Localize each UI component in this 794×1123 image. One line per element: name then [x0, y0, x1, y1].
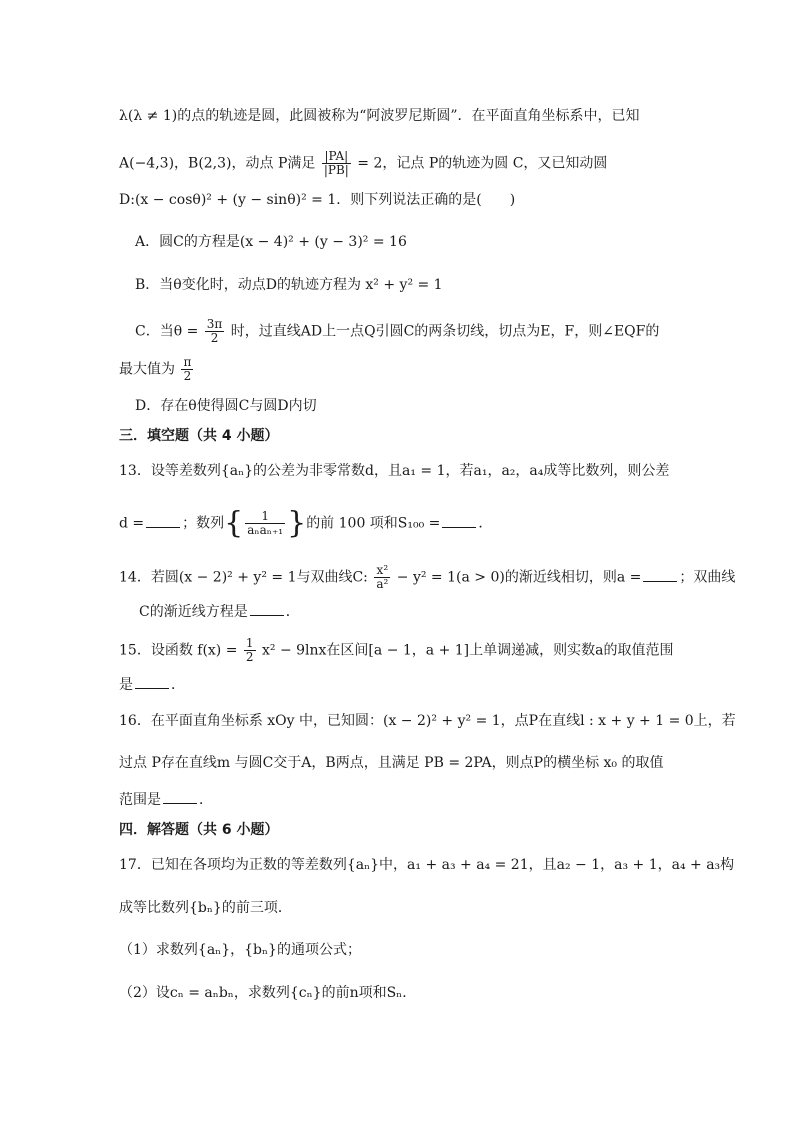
fraction-x2-over-a2	[374, 564, 390, 591]
answer-blank	[442, 515, 476, 528]
fraction-denominator: 2	[245, 650, 254, 664]
text-segment: ．	[478, 515, 493, 532]
problem12-intro-line3: D:(x − cosθ)² + (y − sinθ)² = 1．则下列说法正确的是( )	[119, 192, 516, 208]
question16-line2: 过点 P存在直线m 与圆C交于A，B两点，且满足 PB = 2PA，则点P的横坐标 x₀ 的取值	[119, 755, 664, 771]
option-c-line1	[135, 318, 659, 345]
text-segment: ；双曲线	[679, 569, 736, 586]
answer-blank	[135, 676, 169, 689]
answer-blank	[146, 515, 180, 528]
fraction-numerator: |PA|	[322, 150, 351, 164]
question15-line2	[119, 675, 185, 695]
fraction-denominator: aₙaₙ₊₁	[247, 523, 284, 537]
text-segment: 最大值为	[119, 361, 175, 378]
problem12-intro-line2	[119, 150, 607, 177]
fraction-numerator: π	[183, 355, 192, 369]
text-segment: 15．设函数 f(x) =	[119, 642, 238, 659]
option-d: D．存在θ使得圆C与圆D内切	[135, 398, 317, 414]
section-solution-heading: 四．解答题（共 6 小题）	[119, 822, 279, 838]
question17-line2: 成等比数列{bₙ}的前三项．	[119, 900, 292, 916]
option-b: B．当θ变化时，动点D的轨迹方程为 x² + y² = 1	[135, 277, 443, 293]
question16-line3	[119, 790, 213, 810]
fraction-numerator: 3π	[206, 317, 223, 331]
text-segment: ；数列	[182, 515, 225, 532]
fraction-pi-over-2	[181, 356, 193, 383]
fraction-denominator: 2	[183, 369, 192, 383]
text-segment: ．	[285, 604, 300, 620]
fraction-denominator: 2	[210, 331, 219, 345]
option-c-line2	[119, 356, 195, 383]
fraction-one-half	[244, 637, 256, 664]
question16-line1: 16．在平面直角坐标系 xOy 中，已知圆：(x − 2)² + y² = 1，点P在直线l : x + y + 1 = 0上，若	[119, 713, 736, 729]
answer-blank	[643, 569, 677, 582]
text-segment: 的前 100 项和S₁₀₀ =	[306, 515, 441, 532]
text-segment: 范围是	[119, 792, 161, 808]
question17-part1: （1）求数列{aₙ}，{bₙ}的通项公式；	[119, 942, 361, 958]
text-segment: − y² = 1(a > 0)的渐近线相切，则a =	[396, 569, 642, 586]
answer-blank	[163, 791, 197, 804]
left-brace: {	[224, 505, 244, 541]
question14-line2	[139, 602, 300, 622]
fraction-pa-pb	[322, 150, 351, 177]
fraction-numerator: 1	[245, 510, 285, 524]
text-segment: A(−4,3)，B(2,3)，动点 P满足	[119, 155, 316, 172]
question15-line1	[119, 637, 673, 664]
fraction-numerator: x²	[374, 564, 390, 578]
right-brace: }	[287, 505, 307, 541]
question14-line1	[119, 564, 735, 591]
text-segment: C．当θ =	[135, 323, 199, 340]
option-a: A．圆C的方程是(x − 4)² + (y − 3)² = 16	[135, 234, 407, 250]
text-segment: = 2，记点 P的轨迹为圆 C，又已知动圆	[357, 155, 608, 172]
section-fill-in-heading: 三．填空题（共 4 小题）	[119, 428, 279, 444]
text-segment: 14．若圆(x − 2)² + y² = 1与双曲线C:	[119, 569, 368, 586]
text-segment: x² − 9lnx在区间[a − 1，a + 1]上单调递减，则实数a的取值范围	[262, 642, 674, 659]
fraction-3pi-over-2	[205, 318, 225, 345]
text-segment: ．	[171, 677, 185, 693]
text-segment: ．	[199, 792, 213, 808]
fraction-sequence-term	[245, 510, 285, 537]
text-segment: 是	[119, 677, 133, 693]
problem12-intro-line1: λ(λ ≠ 1)的点的轨迹是圆，此圆被称为“阿波罗尼斯圆”．在平面直角坐标系中，已知	[119, 108, 640, 124]
fraction-denominator: a²	[376, 577, 389, 591]
fraction-numerator: 1	[245, 636, 254, 650]
text-segment: 时，过直线AD上一点Q引圆C的两条切线，切点为E，F，则∠EQF的	[230, 323, 660, 340]
question13-line1: 13．设等差数列{aₙ}的公差为非零常数d，且a₁ = 1，若a₁，a₂，a₄成等比数列，则公差	[119, 463, 670, 479]
question17-line1: 17．已知在各项均为正数的等差数列{aₙ}中，a₁ + a₃ + a₄ = 21，且a₂ − 1，a₃ + 1，a₄ + a₃构	[119, 857, 735, 873]
question17-part2: （2）设cₙ = aₙbₙ，求数列{cₙ}的前n项和Sₙ．	[119, 985, 417, 1001]
fraction-denominator: |PB|	[323, 163, 349, 177]
text-segment: d =	[119, 515, 145, 532]
text-segment: C的渐近线方程是	[139, 604, 248, 620]
question13-line2	[119, 505, 493, 541]
answer-blank	[250, 603, 284, 616]
